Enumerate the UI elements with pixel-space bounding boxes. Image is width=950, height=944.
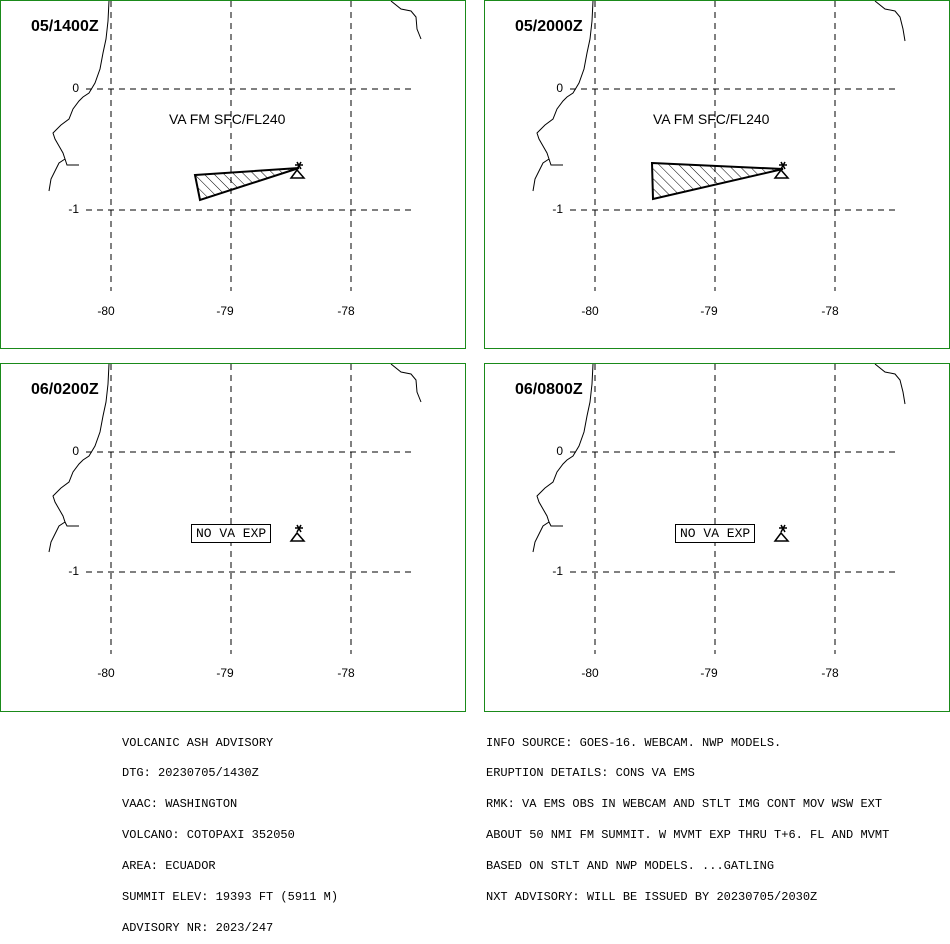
- advisory-header-text: [122, 717, 338, 944]
- panel-time-label: 06/0200Z: [31, 381, 99, 398]
- advisory-line: ADVISORY NR: 2023/247: [122, 920, 274, 935]
- lon-label-minus80: -80: [97, 304, 115, 318]
- lat-label-minus1: -1: [552, 202, 563, 216]
- lon-label-minus78: -78: [821, 666, 839, 680]
- advisory-line: VOLCANO: COTOPAXI 352050: [122, 828, 295, 843]
- advisory-line: SUMMIT ELEV: 19393 FT (5911 M): [122, 890, 339, 905]
- ash-cloud-polygon: [195, 168, 299, 200]
- graticule: [570, 1, 900, 291]
- coastline-northeast: [875, 1, 905, 41]
- panel-time-label: 05/1400Z: [31, 18, 99, 35]
- coastline-northeast: [875, 364, 905, 404]
- advisory-line: DTG: 20230705/1430Z: [122, 766, 259, 781]
- ash-cloud-polygon: [652, 163, 783, 199]
- advisory-line: VOLCANIC ASH ADVISORY: [122, 735, 274, 750]
- lon-label-minus80: -80: [581, 666, 599, 680]
- lon-label-minus79: -79: [700, 666, 718, 680]
- advisory-line: ERUPTION DETAILS: CONS VA EMS: [486, 766, 695, 781]
- lon-label-minus78: -78: [821, 304, 839, 318]
- panel-time-label: 05/2000Z: [515, 18, 583, 35]
- lon-label-minus80: -80: [581, 304, 599, 318]
- map-canvas: [1, 1, 466, 349]
- volcano-icon: [775, 525, 788, 541]
- lat-label-minus1: -1: [552, 564, 563, 578]
- lon-label-minus79: -79: [216, 304, 234, 318]
- lat-label-0: 0: [72, 81, 79, 95]
- advisory-line: AREA: ECUADOR: [122, 859, 216, 874]
- lat-label-0: 0: [72, 444, 79, 458]
- no-ash-expected-label: NO VA EXP: [675, 524, 755, 543]
- advisory-line: RMK: VA EMS OBS IN WEBCAM AND STLT IMG CONT MOV WSW EXT: [486, 797, 883, 812]
- lon-label-minus80: -80: [97, 666, 115, 680]
- map-canvas: [485, 1, 950, 349]
- advisory-line: BASED ON STLT AND NWP MODELS. ...GATLING: [486, 859, 775, 874]
- no-ash-expected-label: NO VA EXP: [191, 524, 271, 543]
- lat-label-minus1: -1: [68, 564, 79, 578]
- forecast-panel-4: [484, 363, 950, 712]
- graticule: [86, 1, 416, 291]
- ash-cloud-label: VA FM SFC/FL240: [653, 111, 770, 127]
- volcano-icon: [291, 525, 304, 541]
- graticule: [86, 364, 416, 654]
- advisory-line: ABOUT 50 NMI FM SUMMIT. W MVMT EXP THRU T+6. FL AND MVMT: [486, 828, 890, 843]
- advisory-details-text: [486, 717, 889, 913]
- lon-label-minus79: -79: [216, 666, 234, 680]
- graticule: [570, 364, 900, 654]
- lat-label-minus1: -1: [68, 202, 79, 216]
- lon-label-minus78: -78: [337, 666, 355, 680]
- forecast-panel-3: [0, 363, 466, 712]
- advisory-line: INFO SOURCE: GOES-16. WEBCAM. NWP MODELS.: [486, 735, 782, 750]
- lon-label-minus79: -79: [700, 304, 718, 318]
- advisory-line: NXT ADVISORY: WILL BE ISSUED BY 20230705/2030Z: [486, 890, 818, 905]
- forecast-panel-1: [0, 0, 466, 349]
- lat-label-0: 0: [556, 444, 563, 458]
- forecast-panel-2: [484, 0, 950, 349]
- coastline-northeast: [391, 364, 421, 402]
- panel-time-label: 06/0800Z: [515, 381, 583, 398]
- lon-label-minus78: -78: [337, 304, 355, 318]
- lat-label-0: 0: [556, 81, 563, 95]
- advisory-line: VAAC: WASHINGTON: [122, 797, 238, 812]
- coastline-northeast: [391, 1, 421, 39]
- ash-cloud-label: VA FM SFC/FL240: [169, 111, 286, 127]
